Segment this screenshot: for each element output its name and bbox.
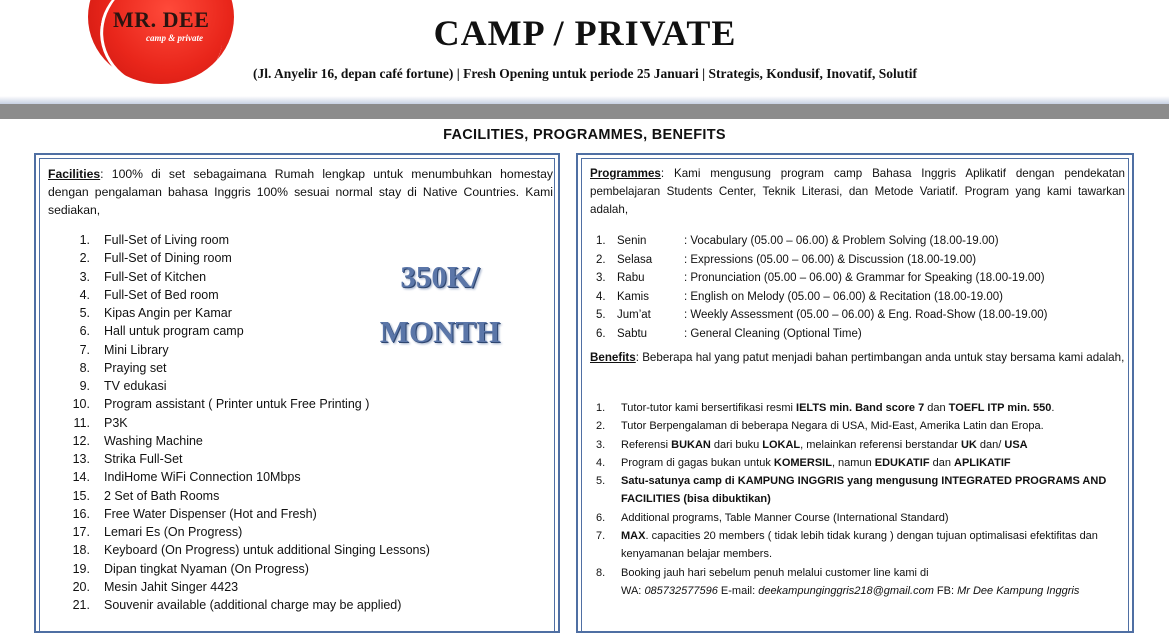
programme-number: 1. bbox=[596, 235, 606, 247]
facility-item bbox=[52, 560, 430, 578]
programme-day: Kamis bbox=[617, 290, 649, 303]
benefit-text: , melainkan referensi berstandar bbox=[800, 438, 961, 451]
facility-text: Praying set bbox=[104, 360, 167, 375]
benefit-text: dan/ bbox=[976, 438, 1005, 451]
benefit-text: , namun bbox=[831, 456, 875, 469]
facility-text: Program assistant ( Printer untuk Free Printing ) bbox=[104, 397, 370, 412]
benefit-number: 6. bbox=[596, 511, 606, 524]
programme-item bbox=[596, 288, 1048, 307]
facility-number: 15. bbox=[72, 488, 90, 503]
programmes-label: Programmes bbox=[590, 167, 661, 180]
programmes-intro-text: : Kami mengusung program camp Bahasa Inggris Aplikatif dengan pendekatan pembelajaran Students Center, Teknik Literasi, dan Metode Variatif. Program yang kami tawarkan adalah, bbox=[590, 167, 1125, 216]
facility-item bbox=[52, 541, 430, 559]
facility-item bbox=[52, 468, 430, 486]
email-label: E-mail: bbox=[717, 584, 759, 597]
programme-number: 6. bbox=[596, 327, 606, 340]
programmes-panel bbox=[576, 153, 1134, 633]
price-line-2: MONTH bbox=[379, 314, 501, 349]
facility-text: Strika Full-Set bbox=[104, 452, 183, 466]
facilities-panel-inner bbox=[39, 158, 555, 631]
benefit-emphasis: UK bbox=[960, 438, 977, 451]
facility-item bbox=[52, 414, 430, 432]
facility-number: 9. bbox=[79, 379, 90, 393]
facility-number: 16. bbox=[72, 506, 90, 521]
benefit-emphasis: MAX bbox=[621, 530, 646, 543]
benefit-item bbox=[596, 472, 1126, 509]
facilities-intro bbox=[48, 165, 553, 219]
facility-number: 20. bbox=[72, 579, 90, 594]
benefit-number: 8. bbox=[596, 566, 606, 579]
facility-item bbox=[52, 487, 430, 505]
benefit-emphasis: KOMERSIL bbox=[773, 456, 832, 469]
facility-item bbox=[52, 432, 430, 450]
benefit-number: 3. bbox=[596, 438, 606, 451]
facility-number: 7. bbox=[79, 342, 90, 357]
benefit-text: dan bbox=[929, 456, 955, 469]
wa-label: WA: bbox=[621, 584, 645, 597]
facility-number: 14. bbox=[72, 470, 90, 485]
programme-text: : Pronunciation (05.00 – 06.00) & Grammar for Speaking (18.00-19.00) bbox=[684, 272, 1045, 284]
facility-text: P3K bbox=[104, 415, 128, 430]
divider-bar bbox=[0, 104, 1169, 119]
programmes-panel-inner bbox=[581, 158, 1129, 631]
facility-text: Full-Set of Kitchen bbox=[104, 269, 207, 284]
benefit-item bbox=[596, 564, 1126, 601]
facility-number: 1. bbox=[79, 233, 90, 247]
benefit-emphasis: EDUKATIF bbox=[874, 456, 930, 469]
programme-day: Selasa bbox=[617, 253, 653, 266]
benefit-text: . bbox=[1051, 402, 1055, 414]
benefit-emphasis: BUKAN bbox=[671, 438, 711, 451]
programme-text: : English on Melody (05.00 – 06.00) & Recitation (18.00-19.00) bbox=[684, 290, 1003, 303]
benefit-text: . capacities 20 members ( tidak lebih tidak kurang ) dengan tujuan optimalisasi efektifitas dan kenyamanan belajar members. bbox=[621, 530, 1098, 561]
benefit-emphasis: APLIKATIF bbox=[954, 456, 1011, 469]
facility-item bbox=[52, 596, 430, 614]
programme-day: Jum’at bbox=[617, 309, 651, 321]
facility-number: 13. bbox=[72, 452, 90, 466]
benefits-intro-text: : Beberapa hal yang patut menjadi bahan pertimbangan anda untuk stay bersama kami adalah, bbox=[635, 351, 1125, 364]
facility-number: 10. bbox=[72, 397, 90, 412]
benefit-number: 5. bbox=[596, 475, 606, 488]
programmes-intro bbox=[590, 165, 1125, 219]
facilities-panel bbox=[34, 153, 560, 633]
price-line-1: 350K/ bbox=[400, 259, 480, 294]
programme-number: 5. bbox=[596, 309, 606, 321]
benefit-text: Satu-satunya camp di KAMPUNG INGGRIS yang mengusung INTEGRATED PROGRAMS AND FACILITIES (bisa dibuktikan) bbox=[621, 475, 1107, 506]
programme-day: Sabtu bbox=[617, 327, 648, 340]
facility-item bbox=[52, 523, 430, 541]
benefit-number: 1. bbox=[596, 402, 606, 414]
facility-number: 2. bbox=[79, 251, 90, 266]
fb-label: FB: bbox=[933, 584, 958, 597]
facility-text: Hall untuk program camp bbox=[104, 324, 244, 339]
benefit-number: 4. bbox=[596, 456, 606, 469]
programme-text: : General Cleaning (Optional Time) bbox=[684, 327, 862, 340]
facility-text: Dipan tingkat Nyaman (On Progress) bbox=[104, 561, 309, 576]
facility-number: 8. bbox=[79, 360, 90, 375]
programme-item bbox=[596, 269, 1048, 288]
facility-number: 6. bbox=[79, 324, 90, 339]
programme-text: : Expressions (05.00 – 06.00) & Discussion (18.00-19.00) bbox=[684, 253, 977, 266]
facility-text: Full-Set of Living room bbox=[104, 233, 230, 247]
benefit-text: Booking jauh hari sebelum penuh melalui customer line kami di bbox=[621, 566, 929, 579]
facility-text: Lemari Es (On Progress) bbox=[104, 525, 243, 539]
programme-day: Senin bbox=[617, 235, 647, 247]
facility-number: 19. bbox=[72, 561, 90, 576]
programme-item bbox=[596, 251, 1048, 270]
facility-number: 11. bbox=[73, 415, 90, 430]
facility-number: 17. bbox=[72, 525, 90, 539]
benefit-item bbox=[596, 399, 1126, 417]
facilities-intro-text: : 100% di set sebagaimana Rumah lengkap untuk menumbuhkan homestay dengan pengalaman bahasa Inggris 100% sesuai normal stay di Native Countries. Kami sediakan, bbox=[48, 167, 553, 217]
benefits-intro bbox=[590, 349, 1125, 367]
facility-text: TV edukasi bbox=[104, 379, 167, 393]
programme-day: Rabu bbox=[617, 272, 645, 284]
facility-number: 21. bbox=[72, 598, 90, 612]
logo-subtitle: camp & private bbox=[146, 33, 203, 43]
facility-text: Mesin Jahit Singer 4423 bbox=[104, 579, 239, 594]
page-title: CAMP / PRIVATE bbox=[433, 13, 737, 53]
facility-text: Souvenir available (additional charge may be applied) bbox=[104, 598, 402, 612]
benefit-item bbox=[596, 527, 1126, 564]
benefit-text: dari buku bbox=[710, 438, 763, 451]
benefit-emphasis: LOKAL bbox=[762, 438, 801, 451]
benefit-item bbox=[596, 417, 1126, 435]
programmes-list bbox=[596, 232, 1048, 343]
page-subtitle: (Jl. Anyelir 16, depan café fortune) | Fresh Opening untuk periode 25 Januari | Strategis, Kondusif, Inovatif, Solutif bbox=[253, 66, 917, 81]
programme-text: : Vocabulary (05.00 – 06.00) & Problem Solving (18.00-19.00) bbox=[684, 235, 999, 247]
programme-number: 2. bbox=[596, 253, 606, 266]
facility-item bbox=[52, 395, 430, 413]
facility-number: 3. bbox=[79, 269, 90, 284]
facility-text: Full-Set of Bed room bbox=[104, 287, 219, 302]
facility-item bbox=[52, 450, 430, 468]
benefit-text: dan bbox=[924, 402, 949, 414]
logo-title: MR. DEE bbox=[113, 7, 210, 32]
benefit-text: Additional programs, Table Manner Course (International Standard) bbox=[621, 511, 949, 524]
fb-name: Mr Dee Kampung Inggris bbox=[957, 584, 1080, 597]
benefit-item bbox=[596, 454, 1126, 472]
benefit-text: Tutor Berpengalaman di beberapa Negara di USA, Mid-East, Amerika Latin dan Eropa. bbox=[621, 420, 1044, 433]
wa-number: 085732577596 bbox=[644, 584, 718, 597]
facility-text: Keyboard (On Progress) untuk additional Singing Lessons) bbox=[104, 543, 430, 558]
facility-number: 5. bbox=[79, 306, 90, 320]
benefit-number: 7. bbox=[596, 530, 606, 543]
programme-text: : Weekly Assessment (05.00 – 06.00) & Eng. Road-Show (18.00-19.00) bbox=[684, 309, 1048, 321]
facility-text: Mini Library bbox=[104, 342, 169, 357]
benefit-text: Program di gagas bukan untuk bbox=[621, 456, 774, 469]
facility-text: Kipas Angin per Kamar bbox=[104, 306, 232, 320]
facility-text: Full-Set of Dining room bbox=[104, 251, 232, 266]
facility-text: IndiHome WiFi Connection 10Mbps bbox=[104, 470, 301, 485]
facility-text: Free Water Dispenser (Hot and Fresh) bbox=[104, 506, 317, 521]
benefit-text: Tutor-tutor kami bersertifikasi resmi bbox=[621, 402, 797, 414]
facility-item bbox=[52, 578, 430, 596]
benefit-text: Referensi bbox=[621, 438, 672, 451]
email-address: deekampunginggris218@gmail.com bbox=[758, 584, 934, 597]
facility-item bbox=[52, 505, 430, 523]
programme-item bbox=[596, 306, 1048, 325]
facility-text: Washing Machine bbox=[104, 433, 203, 448]
benefits-list bbox=[596, 399, 1126, 600]
benefit-emphasis: IELTS min. Band score 7 bbox=[796, 402, 925, 414]
benefits-label: Benefits bbox=[590, 351, 636, 364]
facility-number: 18. bbox=[72, 543, 90, 558]
programme-number: 3. bbox=[596, 272, 606, 284]
section-title: FACILITIES, PROGRAMMES, BENEFITS bbox=[443, 127, 726, 143]
facility-number: 12. bbox=[72, 433, 90, 448]
benefit-item bbox=[596, 436, 1126, 454]
facilities-label: Facilities bbox=[48, 167, 101, 181]
facility-number: 4. bbox=[79, 287, 90, 302]
benefit-item bbox=[596, 509, 1126, 527]
programme-number: 4. bbox=[596, 290, 606, 303]
facility-item bbox=[52, 377, 430, 395]
benefit-emphasis: USA bbox=[1004, 438, 1028, 451]
benefit-number: 2. bbox=[596, 420, 606, 433]
benefit-emphasis: TOEFL ITP min. 550 bbox=[948, 402, 1052, 414]
facility-item bbox=[52, 231, 430, 249]
facility-text: 2 Set of Bath Rooms bbox=[104, 488, 220, 503]
facility-item bbox=[52, 359, 430, 377]
programme-item bbox=[596, 232, 1048, 251]
programme-item bbox=[596, 325, 1048, 344]
